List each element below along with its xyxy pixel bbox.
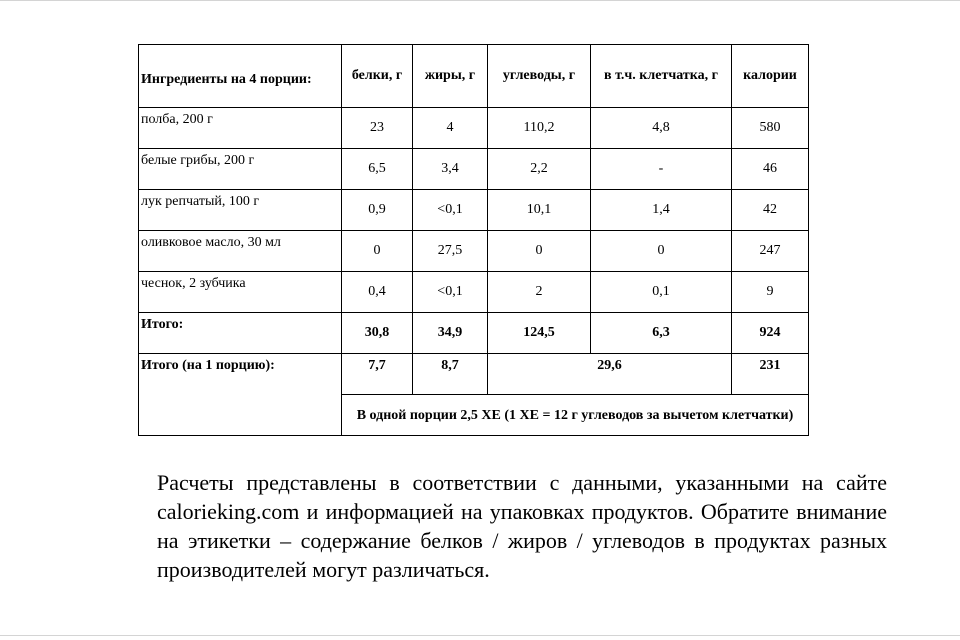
total-fiber: 6,3 — [591, 313, 732, 354]
cell-fat: 27,5 — [413, 231, 488, 272]
cell-protein: 23 — [342, 108, 413, 149]
per-portion-fat: 8,7 — [413, 354, 488, 395]
cell-protein: 6,5 — [342, 149, 413, 190]
cell-fiber: 4,8 — [591, 108, 732, 149]
table-row — [139, 108, 809, 149]
total-carbs: 124,5 — [488, 313, 591, 354]
cell-carbs: 2,2 — [488, 149, 591, 190]
table-header-row — [139, 45, 809, 108]
bread-units-note: В одной порции 2,5 ХЕ (1 ХЕ = 12 г углеводов за вычетом клетчатки) — [342, 395, 809, 436]
header-carbs: углеводы, г — [488, 45, 591, 108]
table-row — [139, 231, 809, 272]
cell-calories: 46 — [732, 149, 809, 190]
total-protein: 30,8 — [342, 313, 413, 354]
bottom-border-line — [0, 635, 960, 636]
per-portion-label: Итого (на 1 порцию): — [139, 354, 342, 436]
total-calories: 924 — [732, 313, 809, 354]
cell-fiber: 1,4 — [591, 190, 732, 231]
cell-fiber: 0 — [591, 231, 732, 272]
cell-calories: 580 — [732, 108, 809, 149]
cell-protein: 0,9 — [342, 190, 413, 231]
header-ingredients: Ингредиенты на 4 порции: — [139, 45, 342, 108]
cell-fat: <0,1 — [413, 272, 488, 313]
per-portion-calories: 231 — [732, 354, 809, 395]
cell-ingredient: лук репчатый, 100 г — [139, 190, 342, 231]
cell-carbs: 0 — [488, 231, 591, 272]
total-row — [139, 313, 809, 354]
nutrition-table — [138, 44, 809, 436]
table-row — [139, 272, 809, 313]
cell-protein: 0,4 — [342, 272, 413, 313]
header-fat: жиры, г — [413, 45, 488, 108]
table-row — [139, 149, 809, 190]
cell-calories: 9 — [732, 272, 809, 313]
cell-fat: 3,4 — [413, 149, 488, 190]
cell-calories: 247 — [732, 231, 809, 272]
cell-ingredient: полба, 200 г — [139, 108, 342, 149]
total-label: Итого: — [139, 313, 342, 354]
disclaimer-text: Расчеты представлены в соответствии с данными, указанными на сайте calorieking.com и информацией на упаковках продуктов. Обратите внимание на этикетки – содержание белков / жиров / углеводов в продуктах разных производителей могут различаться. — [157, 470, 887, 582]
cell-fiber: - — [591, 149, 732, 190]
cell-protein: 0 — [342, 231, 413, 272]
cell-carbs: 110,2 — [488, 108, 591, 149]
cell-ingredient: белые грибы, 200 г — [139, 149, 342, 190]
total-fat: 34,9 — [413, 313, 488, 354]
cell-fat: <0,1 — [413, 190, 488, 231]
per-portion-row — [139, 354, 809, 395]
cell-fat: 4 — [413, 108, 488, 149]
cell-carbs: 2 — [488, 272, 591, 313]
per-portion-net-carbs: 29,6 — [488, 354, 732, 395]
cell-fiber: 0,1 — [591, 272, 732, 313]
cell-carbs: 10,1 — [488, 190, 591, 231]
top-border-line — [0, 0, 960, 1]
header-calories: калории — [732, 45, 809, 108]
table-row — [139, 190, 809, 231]
per-portion-protein: 7,7 — [342, 354, 413, 395]
header-fiber: в т.ч. клетчатка, г — [591, 45, 732, 108]
cell-ingredient: оливковое масло, 30 мл — [139, 231, 342, 272]
cell-ingredient: чеснок, 2 зубчика — [139, 272, 342, 313]
header-protein: белки, г — [342, 45, 413, 108]
cell-calories: 42 — [732, 190, 809, 231]
